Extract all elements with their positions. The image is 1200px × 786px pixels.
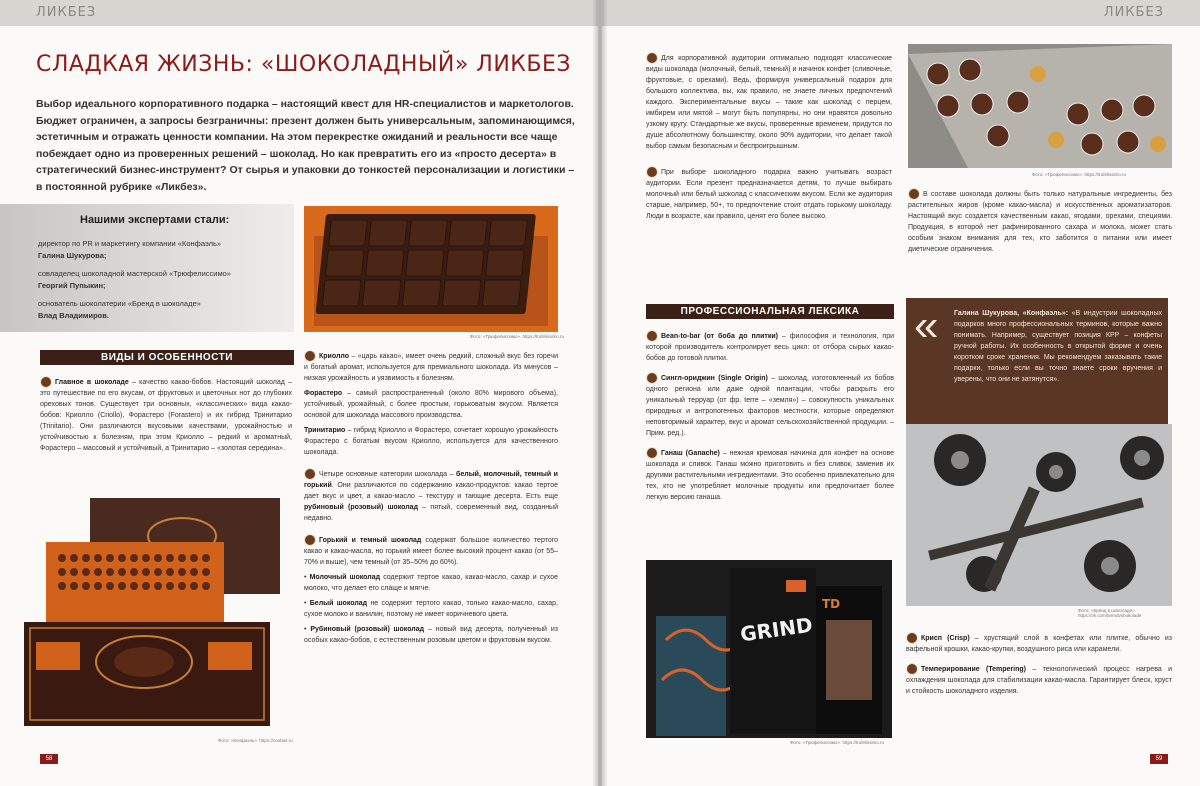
expert-name: Георгий Пупыкин;	[38, 281, 106, 290]
chocolate-icon	[646, 166, 658, 178]
chocolate-icon	[304, 534, 316, 546]
expert-item	[38, 298, 288, 322]
chocolate-tools-photo	[906, 424, 1172, 606]
chocolate-icon	[304, 350, 316, 362]
chocolate-icon	[646, 372, 658, 384]
book-gutter-shadow	[592, 0, 608, 786]
expert-item	[38, 238, 288, 262]
chocolate-icon	[304, 468, 316, 480]
left-column-1: Главное в шоколаде – качество какао-бобов. Настоящий шоколад – это путешествие по его вкусам, от фруктовых и цветочных нот до глубоких ореховых тонов. Существует три основных, «классических» вида какао-бобов: Криолло (Criollo), Форастеро (Forastero) и их гибрид Тринитарио (Trinitario). Они различаются вкусовыми качествами, урожайностью и устойчивостью к болезням, при этом Криолло – редкий и ароматный, Форастеро – массовый и устойчивый, а Тринитарио – «золотая середина».	[40, 376, 292, 458]
expert-name: Влад Владимиров.	[38, 311, 109, 320]
article-lead: Выбор идеального корпоративного подарка – настоящий квест для HR-специалистов и маркетологов. Бюджет ограничен, а запросы безграничны: презент должен быть универсальным, запоминающимся, эстетичным и отражать ценности компании. На этом перекрестке ожиданий и реальности все чаще побеждает одно из проверенных решений – шоколад. Но как превратить его из «просто десерта» в стратегический бизнес-инструмент? От сырья и упаковки до тонкостей персонализации и логистики – в постоянной рубрике «Ликбез».	[36, 98, 575, 193]
chocolate-icon	[646, 52, 658, 64]
expert-role: директор по PR и маркетингу компании «Конфаэль»	[38, 239, 222, 248]
quote-mark: «	[914, 301, 939, 350]
experts-box	[0, 204, 294, 332]
left-header-bar	[0, 0, 598, 26]
left-column-2: Криолло – «царь какао», имеет очень редкий, сложный вкус без горечи и богатый аромат, используется для премиального шоколада. Из минусов – низкая урожайность и уязвимость к болезням. Форастеро – самый распространенный (около 80% мирового объема), устойчивый, урожайный, с более простым, горьковатым вкусом. Является основой для шоколада массового производства. Тринитарио – гибрид Криолло и Форастеро, сочетает хорошую урожайность Форастеро с богатым вкусом Криолло, используется для качественного шоколада. Четыре основные категории шоколада – белый, молочный, темный и горький. Они различаются по содержанию какао-продуктов: какао тертое дает вкус и цвет, а какао-масло – текстуру и тающие десерта. Есть еще рубиновый (розовый) шоколад – пятый, современный вид, созданный недавно. Горький и темный шоколад содержат большое количество тертого какао и какао-масла, но горький имеет более высокий процент какао (от 55–70% и выше), чем темный (от 35–50% до 60%). • Молочный шоколад содержит тертое какао, какао-масло, сахар и сухое молоко, что делает его слаще и мягче. • Белый шоколад не содержит тертого какао, только какао-масло, сахар, сухое молоко и ванилин, поэтому не имеет коричневого цвета. • Рубиновый (розовый) шоколад – новый вид десерта, полученный из особых какао-бобов, с естественным розовым цветом и фруктовым вкусом.	[304, 350, 558, 650]
right-header-bar	[602, 0, 1200, 26]
expert-item	[38, 268, 288, 292]
chocolate-bar-photo	[304, 206, 558, 332]
lexicon-column-1: Bean-to-bar (от боба до плитки) – философия и технология, при которой производитель контролирует весь цикл: от отбора сырых какао-бобов до готовой плитки. Сингл-ориджин (Single Origin) – шоколад, изготовленный из бобов одного региона или даже одной плантации, чтобы раскрыть его уникальный терруар (от фр. terre – «земля») – совокупность уникальных природных и антропогенных факторов местности, которые определяют неповторимый характер, вкус и аромат сельскохозяйственной продукции. – Прим. ред.). Ганаш (Ganache) – нежная кремовая начинка для конфет на основе шоколада и сливок. Ганаш можно приготовить и без сливок, заменив их другими растительными ингредиентами. Это особенно привлекательно для тех, кто не употребляет молочные продукты или предпочитает более легкую версию ганаша.	[646, 330, 894, 507]
expert-role: основатель шоколатерии «Бренд в шоколаде»	[38, 299, 201, 308]
photo-caption: Фото: «Бренд в шоколаде». https://vk.com/brendvshokolade	[1078, 608, 1142, 618]
chocolate-icon	[40, 376, 52, 388]
photo-caption: Фото: «Конфаэль». https://confael.ru	[218, 738, 293, 743]
chocolate-icon	[646, 330, 658, 342]
article-title: СЛАДКАЯ ЖИЗНЬ: «ШОКОЛАДНЫЙ» ЛИКБЕЗ	[36, 52, 571, 77]
expert-role: совладелец шоколадной мастерской «Трюфелиссимо»	[38, 269, 231, 278]
left-page	[0, 0, 598, 786]
page-number-left: 58	[40, 754, 58, 764]
box-brand-text: GRIND	[738, 612, 814, 647]
gift-set-photo	[646, 560, 892, 738]
box-logo-text: TD	[822, 597, 841, 611]
chocolate-icon	[906, 663, 918, 675]
section-bar-kinds: ВИДЫ И ОСОБЕННОСТИ	[40, 350, 294, 365]
right-page	[602, 0, 1200, 786]
candy-box-photo	[908, 44, 1172, 168]
right-header-label: ЛИКБЕЗ	[1103, 5, 1164, 20]
photo-caption: Фото: «Трюфелиссимо». https://trufelissimo.ru	[1032, 172, 1127, 177]
experts-heading: Нашими экспертами стали:	[80, 214, 230, 226]
chocolate-icon	[646, 447, 658, 459]
lexicon-column-2: Крисп (Crisp) – хрустящий слой в конфетах или плитке, обычно из вафельной крошки, какао-крупки, воздушного риса или карамели. Темперирование (Tempering) – технологический процесс нагрева и охлаждения шоколада для стабилизации какао-масла. Гарантирует блеск, хруст и стойкость шоколадного изделия.	[906, 632, 1172, 701]
expert-quote-box	[906, 298, 1168, 440]
right-column-1: Для корпоративной аудитории оптимально подходят классические виды шоколада (молочный, белый, темный) и начинок конфет (сливочные, фруктовые, с орехами). Ведь, формируя универсальный подарок для большого коллектива, вы, как правило, не знаете личных предпочтений каждого. Экспериментальные вкусы – такие как шоколад с перцем, имбирем или мятой – могут быть популярны, но они нравятся довольно узкому кругу. Стандартные же вкусы, проверенные временем, придутся по душе абсолютному большинству, около 90% аудитории, что делает такой выбор самым безопасным и беспроигрышным. При выборе шоколадного подарка важно учитывать возраст аудитории. Если презент предназначается детям, то лучше выбирать молочный или белый шоколад с классическим вкусом. Если же аудитория старше, например, 50+, то предпочтение стоит отдать горькому шоколаду. Люди в возрасте, как правило, ценят его более высоко.	[646, 52, 892, 226]
expert-name: Галина Шукурова;	[38, 251, 107, 260]
photo-caption: Фото: «Трюфелиссимо». https://trufelissimo.ru	[790, 740, 885, 745]
section-bar-lexicon: ПРОФЕССИОНАЛЬНАЯ ЛЕКСИКА	[646, 304, 894, 319]
right-column-2: В составе шоколада должны быть только натуральные ингредиенты, без растительных жиров (кроме какао-масла) и искусственных ароматизаторов. Настоящий вкус создается качественным какао, ягодами, орехами, специями. Продукция, в которой нет рафинированного сахара и молока, может стать особым знаком внимания для тех, кто заботится о питании или имеет диетические ограничения.	[908, 188, 1172, 259]
gift-box-photo	[22, 496, 284, 728]
chocolate-icon	[906, 632, 918, 644]
chocolate-icon	[908, 188, 920, 200]
left-header-label: ЛИКБЕЗ	[36, 5, 97, 20]
quote-text: Галина Шукурова, «Конфаэль»: «В индустрии шоколадных подарков много профессиональных терминов, которые важно понимать. Например, существует позиция КРР – конфеты ручной работы. Их особенность в открытой форме и очень коротком сроке хранения. Мы рекомендуем заказывать такие подарки, только если вы точно знаете сроки вручения и уверены, что они не затянутся».	[954, 310, 1162, 383]
quote-author: Галина Шукурова, «Конфаэль»:	[954, 310, 1069, 317]
photo-caption: Фото: «Трюфелиссимо». https://trufelissimo.ru	[470, 334, 565, 339]
page-number-right: 59	[1150, 754, 1168, 764]
